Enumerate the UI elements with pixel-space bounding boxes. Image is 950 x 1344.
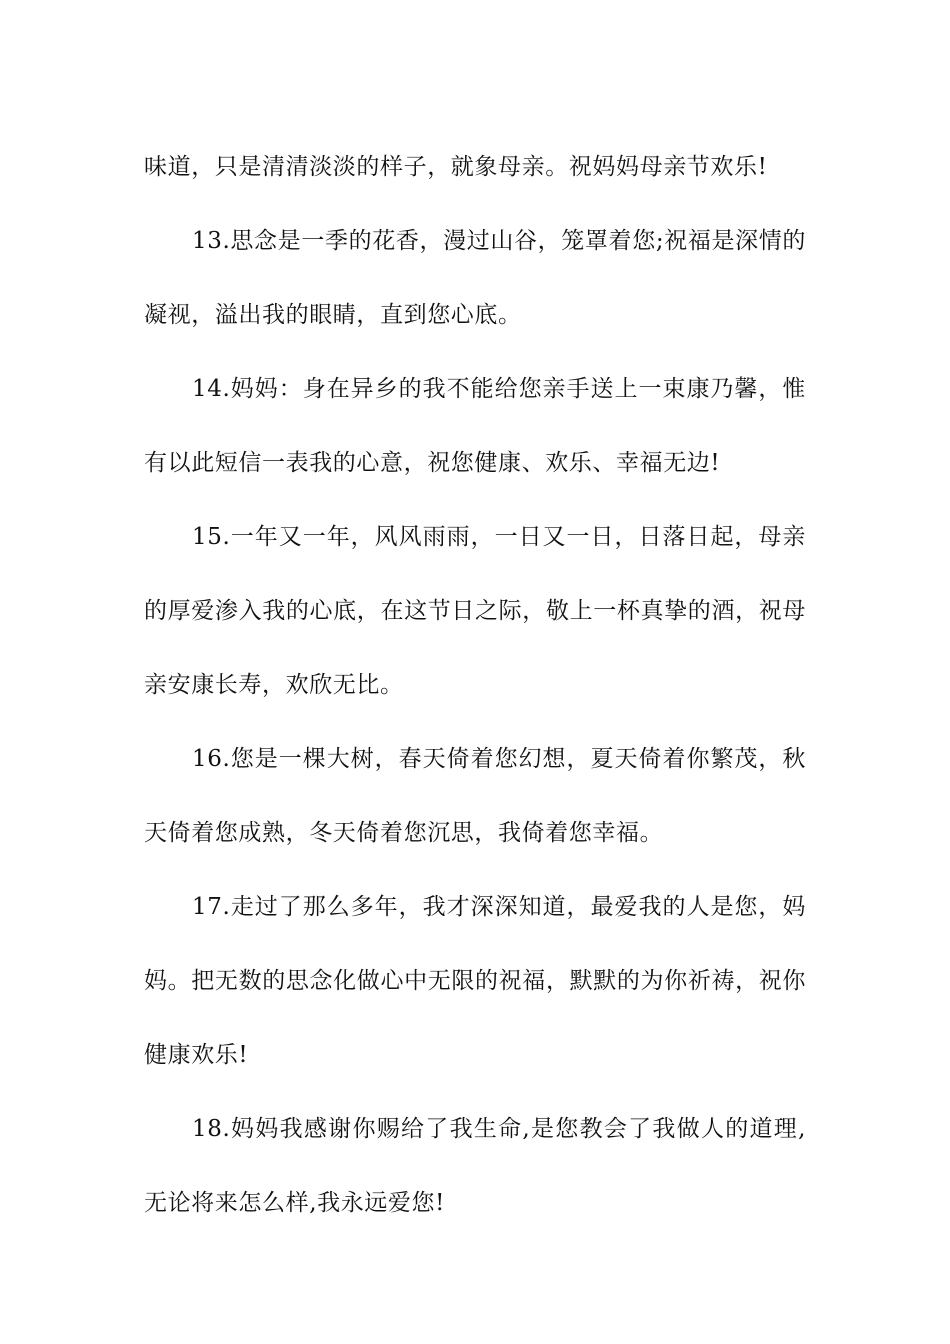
document-body xyxy=(144,130,806,1240)
paragraph-15: 15.一年又一年，风风雨雨，一日又一日，日落日起，母亲的厚爱渗入我的心底，在这节日之际，敬上一杯真挚的酒，祝母亲安康长寿，欢欣无比。 xyxy=(144,524,806,698)
paragraph-13: 13.思念是一季的花香，漫过山谷，笼罩着您;祝福是深情的凝视，溢出我的眼睛，直到您心底。 xyxy=(144,228,806,328)
paragraph-18: 18.妈妈我感谢你赐给了我生命,是您教会了我做人的道理,无论将来怎么样,我永远爱您! xyxy=(144,1116,806,1216)
paragraph-14: 14.妈妈：身在异乡的我不能给您亲手送上一束康乃馨，惟有以此短信一表我的心意，祝您健康、欢乐、幸福无边! xyxy=(144,376,806,476)
paragraph-16: 16.您是一棵大树，春天倚着您幻想，夏天倚着你繁茂，秋天倚着您成熟，冬天倚着您沉思，我倚着您幸福。 xyxy=(144,746,806,846)
paragraph-17: 17.走过了那么多年，我才深深知道，最爱我的人是您，妈妈。把无数的思念化做心中无限的祝福，默默的为你祈祷，祝你健康欢乐! xyxy=(144,894,806,1068)
paragraph-continuation: 味道，只是清清淡淡的样子，就象母亲。祝妈妈母亲节欢乐! xyxy=(144,154,768,180)
